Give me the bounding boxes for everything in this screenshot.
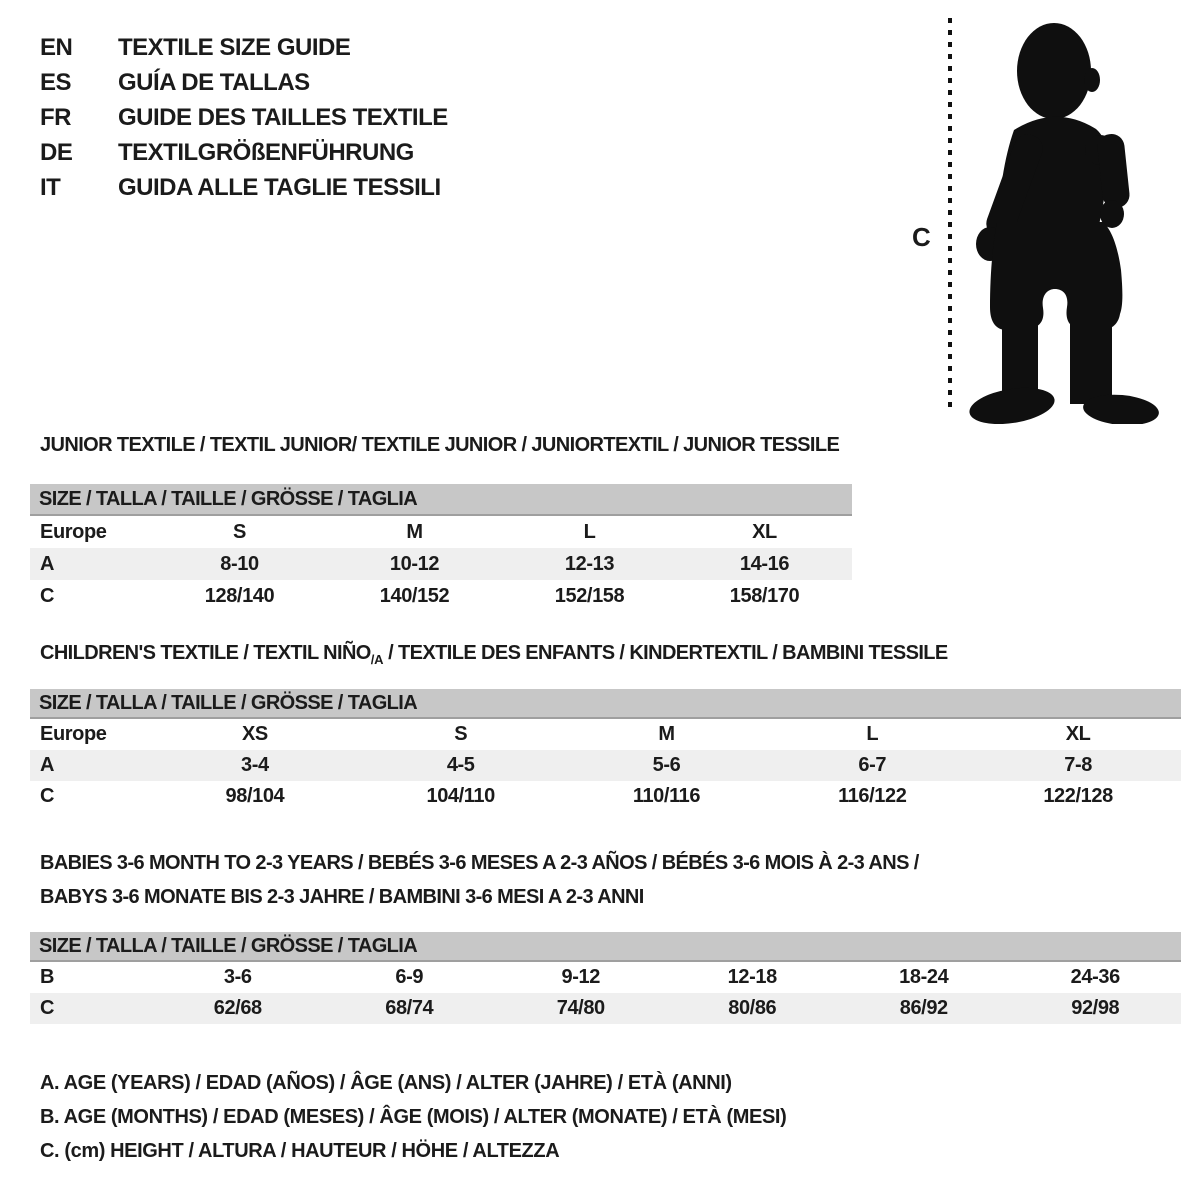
figure-area [906,8,1166,424]
lang-title: GUÍA DE TALLAS [118,69,310,96]
children-title-post: / TEXTILE DES ENFANTS / KINDERTEXTIL / BAMBINI TESSILE [383,642,948,664]
height-cell: 74/80 [556,997,605,1019]
babies-title-line2: BABYS 3-6 MONATE BIS 2-3 JAHRE / BAMBINI 3-6 MESI A 2-3 ANNI [40,886,644,908]
lang-row-en [40,30,448,65]
height-cell: 86/92 [899,997,948,1019]
lang-code: EN [40,34,73,61]
height-cell: 92/98 [1071,997,1120,1019]
lang-code: DE [40,139,73,166]
lang-title: GUIDE DES TAILLES TEXTILE [118,104,448,131]
table-row-europe [30,719,1181,750]
row-label: C [40,785,55,807]
children-size-table [30,689,1181,812]
babies-section-title [40,846,919,914]
height-cell: 110/116 [632,785,701,807]
height-cell: 152/158 [554,585,625,607]
children-title-sub: /A [370,652,384,667]
months-cell: 9-12 [561,966,600,988]
lang-title: GUIDA ALLE TAGLIE TESSILI [118,174,441,201]
height-measure-label: C [912,222,931,252]
height-cell: 122/128 [1043,785,1113,807]
months-cell: 12-18 [727,966,777,988]
size-cell: XL [1065,723,1091,745]
toddler-silhouette-icon [967,23,1160,424]
height-cell: 98/104 [225,785,285,807]
height-cell: 104/110 [426,785,495,807]
age-cell: 3-4 [241,754,269,776]
size-cell: XS [241,723,268,745]
row-label: C [40,585,55,607]
row-label: Europe [40,521,107,543]
height-cell: 158/170 [729,585,800,607]
height-cell: 116/122 [838,785,907,807]
children-title-pre: CHILDREN'S TEXTILE / TEXTIL NIÑO [40,642,371,664]
size-cell: S [233,521,246,543]
row-label: C [40,997,55,1019]
size-cell: S [454,723,468,745]
size-cell: L [866,723,879,745]
lang-row-es [40,65,448,100]
junior-section-title: JUNIOR TEXTILE / TEXTIL JUNIOR/ TEXTILE JUNIOR / JUNIORTEXTIL / JUNIOR TESSILE [40,434,840,456]
legend-line-a: A. AGE (YEARS) / EDAD (AÑOS) / ÂGE (ANS) / ALTER (JAHRE) / ETÀ (ANNI) [40,1072,732,1094]
legend-line-c: C. (cm) HEIGHT / ALTURA / HAUTEUR / HÖHE / ALTEZZA [40,1140,560,1162]
lang-code: IT [40,174,61,201]
size-header-bar: SIZE / TALLA / TAILLE / GRÖSSE / TAGLIA [30,689,1181,719]
height-cell: 140/152 [379,585,450,607]
row-label: A [40,754,55,776]
language-title-list [40,30,448,205]
age-cell: 10-12 [389,553,440,575]
table-row-months [30,962,1181,993]
lang-code: ES [40,69,72,96]
table-row-height [30,993,1181,1024]
size-cell: M [658,723,675,745]
children-section-title [40,642,948,667]
lang-row-it [40,170,448,205]
legend [40,1066,786,1168]
babies-title-line1: BABIES 3-6 MONTH TO 2-3 YEARS / BEBÉS 3-6 MESES A 2-3 AÑOS / BÉBÉS 3-6 MOIS À 2-3 ANS / [40,852,919,874]
months-cell: 6-9 [395,966,424,988]
lang-row-fr [40,100,448,135]
legend-line-b: B. AGE (MONTHS) / EDAD (MESES) / ÂGE (MOIS) / ALTER (MONATE) / ETÀ (MESI) [40,1106,787,1128]
months-cell: 24-36 [1070,966,1120,988]
size-cell: M [406,521,423,543]
age-cell: 14-16 [739,553,790,575]
size-cell: L [583,521,596,543]
height-cell: 128/140 [204,585,275,607]
age-cell: 6-7 [858,754,887,776]
height-cell: 80/86 [728,997,777,1019]
row-label: Europe [40,723,107,745]
age-cell: 12-13 [564,553,615,575]
size-header-bar: SIZE / TALLA / TAILLE / GRÖSSE / TAGLIA [30,484,852,516]
table-row-height [30,781,1181,812]
age-cell: 4-5 [446,754,475,776]
table-row-europe [30,516,852,548]
babies-size-table [30,932,1181,1024]
height-cell: 68/74 [385,997,434,1019]
size-header-bar: SIZE / TALLA / TAILLE / GRÖSSE / TAGLIA [30,932,1181,962]
height-cell: 62/68 [213,997,262,1019]
junior-size-table [30,484,852,612]
months-cell: 18-24 [899,966,949,988]
row-label: A [40,553,55,575]
lang-code: FR [40,104,71,131]
table-row-height [30,580,852,612]
age-cell: 7-8 [1064,754,1092,776]
months-cell: 3-6 [223,966,252,988]
age-cell: 5-6 [652,754,681,776]
lang-title: TEXTILE SIZE GUIDE [118,34,351,61]
table-row-age [30,548,852,580]
table-row-age [30,750,1181,781]
size-cell: XL [752,521,777,543]
lang-title: TEXTILGRÖßENFÜHRUNG [118,139,414,166]
age-cell: 8-10 [220,553,259,575]
row-label: B [40,966,55,988]
lang-row-de [40,135,448,170]
